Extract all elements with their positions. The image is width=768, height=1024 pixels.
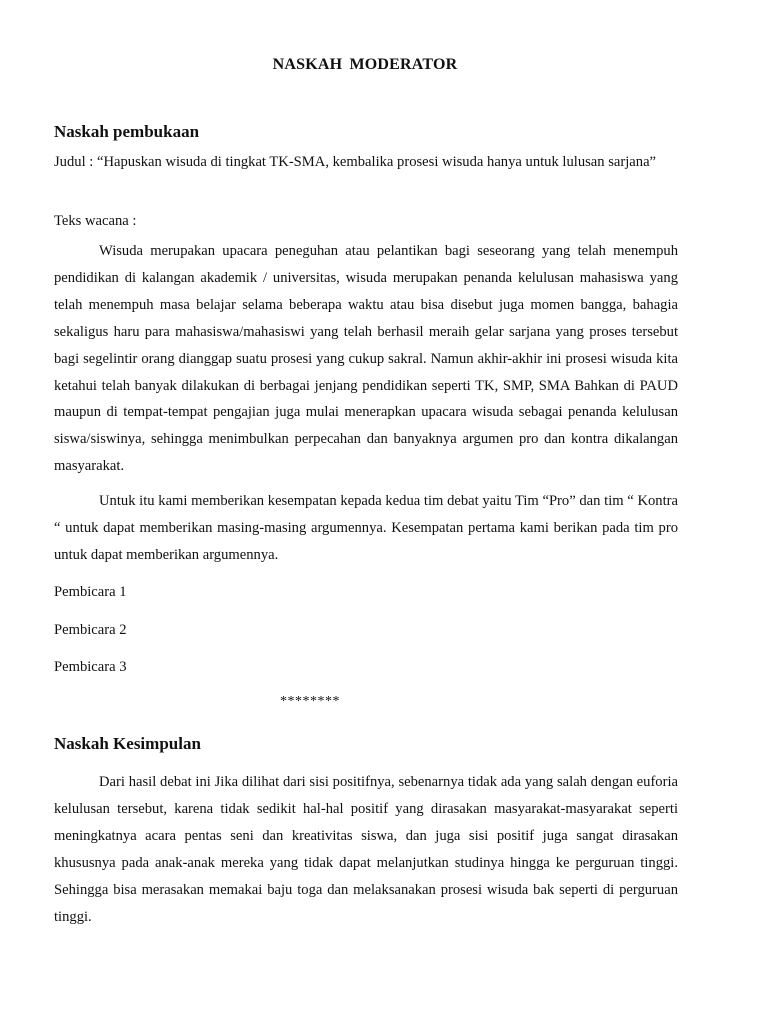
speaker-2: Pembicara 2 (54, 622, 127, 638)
speaker-1: Pembicara 1 (54, 584, 127, 600)
opening-heading: Naskah pembukaan (54, 122, 200, 141)
opening-paragraph-2: Untuk itu kami memberikan kesempatan kepada kedua tim debat yaitu Tim “Pro” dan tim “ Kontra “ untuk dapat memberikan masing-masing argumennya. Kesempatan pertama kami berikan pada tim pro untuk dapat memberikan argumennya. (54, 493, 678, 563)
debate-motion: Judul : “Hapuskan wisuda di tingkat TK-SMA, kembalika prosesi wisuda hanya untuk lulusan sarjana” (54, 154, 657, 170)
discourse-label: Teks wacana : (54, 213, 137, 229)
opening-paragraph-1: Wisuda merupakan upacara peneguhan atau pelantikan bagi seseorang yang telah menempuh pendidikan di kalangan akademik / universitas, wisuda merupakan penanda kelulusan mahasiswa yang telah menempuh masa belajar selama beberapa waktu atau bisa disebut juga momen bangga, bahagia sekaligus haru para mahasiswa/mahasiswi yang telah berhasil meraih gelar sarjana yang proses tersebut bagi segelintir orang dianggap suatu prosesi yang cukup sakral. Namun akhir-akhir ini prosesi wisuda kita ketahui telah banyak dilakukan di berbagai jenjang pendidikan seperti TK, SMP, SMA Bahkan di PAUD maupun di tempat-tempat pengajian juga mulai menerapkan upacara wisuda sebagai penanda kelulusan siswa/siswinya, sehingga menimbulkan perpecahan dan banyaknya argumen pro dan kontra dikalangan masyarakat. (54, 243, 678, 475)
conclusion-heading: Naskah Kesimpulan (54, 734, 201, 753)
document-title: NASKAH MODERATOR (272, 56, 458, 73)
section-separator: ******** (280, 694, 340, 709)
speaker-3: Pembicara 3 (54, 659, 127, 675)
conclusion-paragraph: Dari hasil debat ini Jika dilihat dari sisi positifnya, sebenarnya tidak ada yang salah dengan euforia kelulusan tersebut, karena tidak sedikit hal-hal positif yang dirasakan masyarakat-masyarakat seperti meningkatnya acara pentas seni dan kreativitas siswa, dan juga sisi positif juga sangat dirasakan khususnya pada anak-anak mereka yang tidak dapat melanjutkan studinya hingga ke perguruan tinggi. Sehingga bisa merasakan memakai baju toga dan melaksanakan prosesi wisuda bak seperti di perguruan tinggi. (54, 774, 678, 925)
